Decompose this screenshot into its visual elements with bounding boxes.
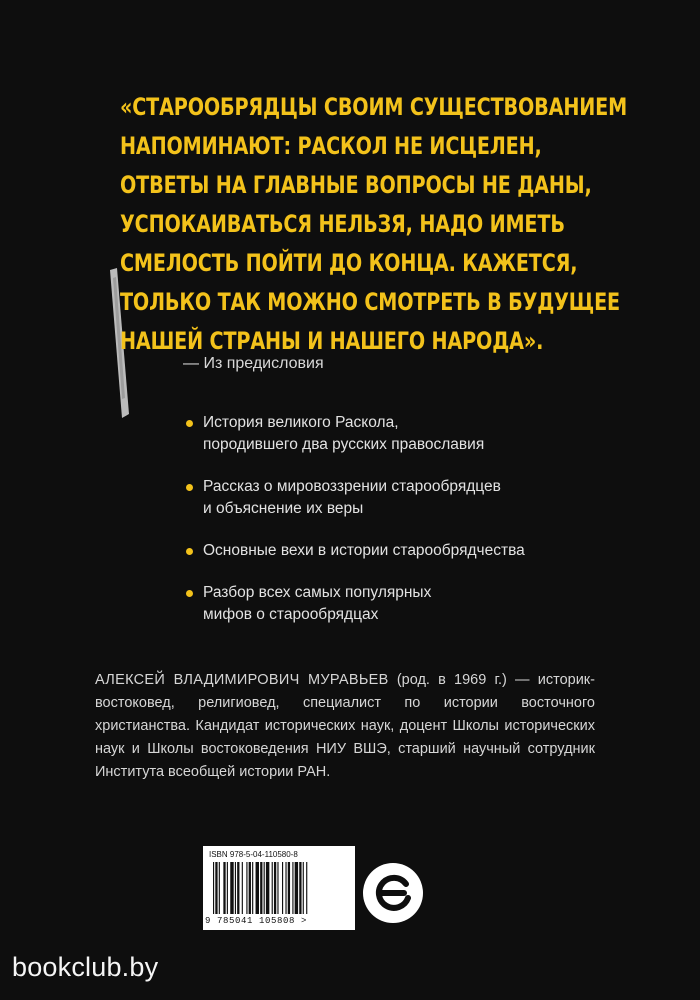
isbn-barcode (203, 846, 355, 930)
bullet-dot-icon (186, 590, 193, 597)
quote-line: УСПОКАИВАТЬСЯ НЕЛЬЗЯ, НАДО ИМЕТЬ (120, 210, 565, 238)
isbn-label: ISBN 978-5-04-110580-8 (209, 850, 298, 859)
quote-line: ТОЛЬКО ТАК МОЖНО СМОТРЕТЬ В БУДУЩЕЕ (120, 288, 621, 316)
list-item (186, 476, 666, 520)
list-item (186, 540, 666, 562)
list-item-line: Разбор всех самых популярных (203, 584, 432, 601)
feature-list (186, 412, 666, 646)
bullet-dot-icon (186, 548, 193, 555)
author-bio-text: (род. в 1969 г.) — историк-востоковед, религиовед, специалист по истории восточного христианства. Кандидат исторических наук, доцент Школы исторических наук и Школы востоковедения НИУ ВШЭ, старший научный сотрудник Института всеобщей истории РАН. (95, 672, 595, 780)
watermark-text: bookclub.by (12, 952, 159, 982)
bullet-dot-icon (186, 420, 193, 427)
quote-line: НАПОМИНАЮТ: РАСКОЛ НЕ ИСЦЕЛЕН, (120, 132, 542, 160)
list-item (186, 582, 666, 626)
quote-line: НАШЕЙ СТРАНЫ И НАШЕГО НАРОДА». (120, 327, 544, 355)
list-item-line: Рассказ о мировоззрении старообрядцев (203, 478, 501, 495)
quote-line: «СТАРООБРЯДЦЫ СВОИМ СУЩЕСТВОВАНИЕМ (120, 93, 628, 121)
quote-line: ОТВЕТЫ НА ГЛАВНЫЕ ВОПРОСЫ НЕ ДАНЫ, (120, 171, 592, 199)
barcode-digits: 9 785041 105808 > (205, 916, 308, 926)
list-item (186, 412, 666, 456)
bullet-dot-icon (186, 484, 193, 491)
list-item-line: и объяснение их веры (203, 500, 364, 517)
list-item-line: Основные вехи в истории старообрядчества (203, 542, 525, 559)
quote-block (120, 88, 628, 361)
eksmo-logo-icon (362, 862, 424, 924)
list-item-line: породившего два русских православия (203, 436, 485, 453)
barcode-bars-icon (211, 862, 347, 916)
list-item-line: мифов о старообрядцах (203, 606, 379, 623)
author-name: АЛЕКСЕЙ ВЛАДИМИРОВИЧ МУРАВЬЕВ (95, 672, 389, 688)
list-item-line: История великого Раскола, (203, 414, 399, 431)
quote-line: СМЕЛОСТЬ ПОЙТИ ДО КОНЦА. КАЖЕТСЯ, (120, 249, 578, 277)
author-bio (95, 669, 595, 784)
quote-attribution: — Из предисловия (183, 355, 324, 372)
